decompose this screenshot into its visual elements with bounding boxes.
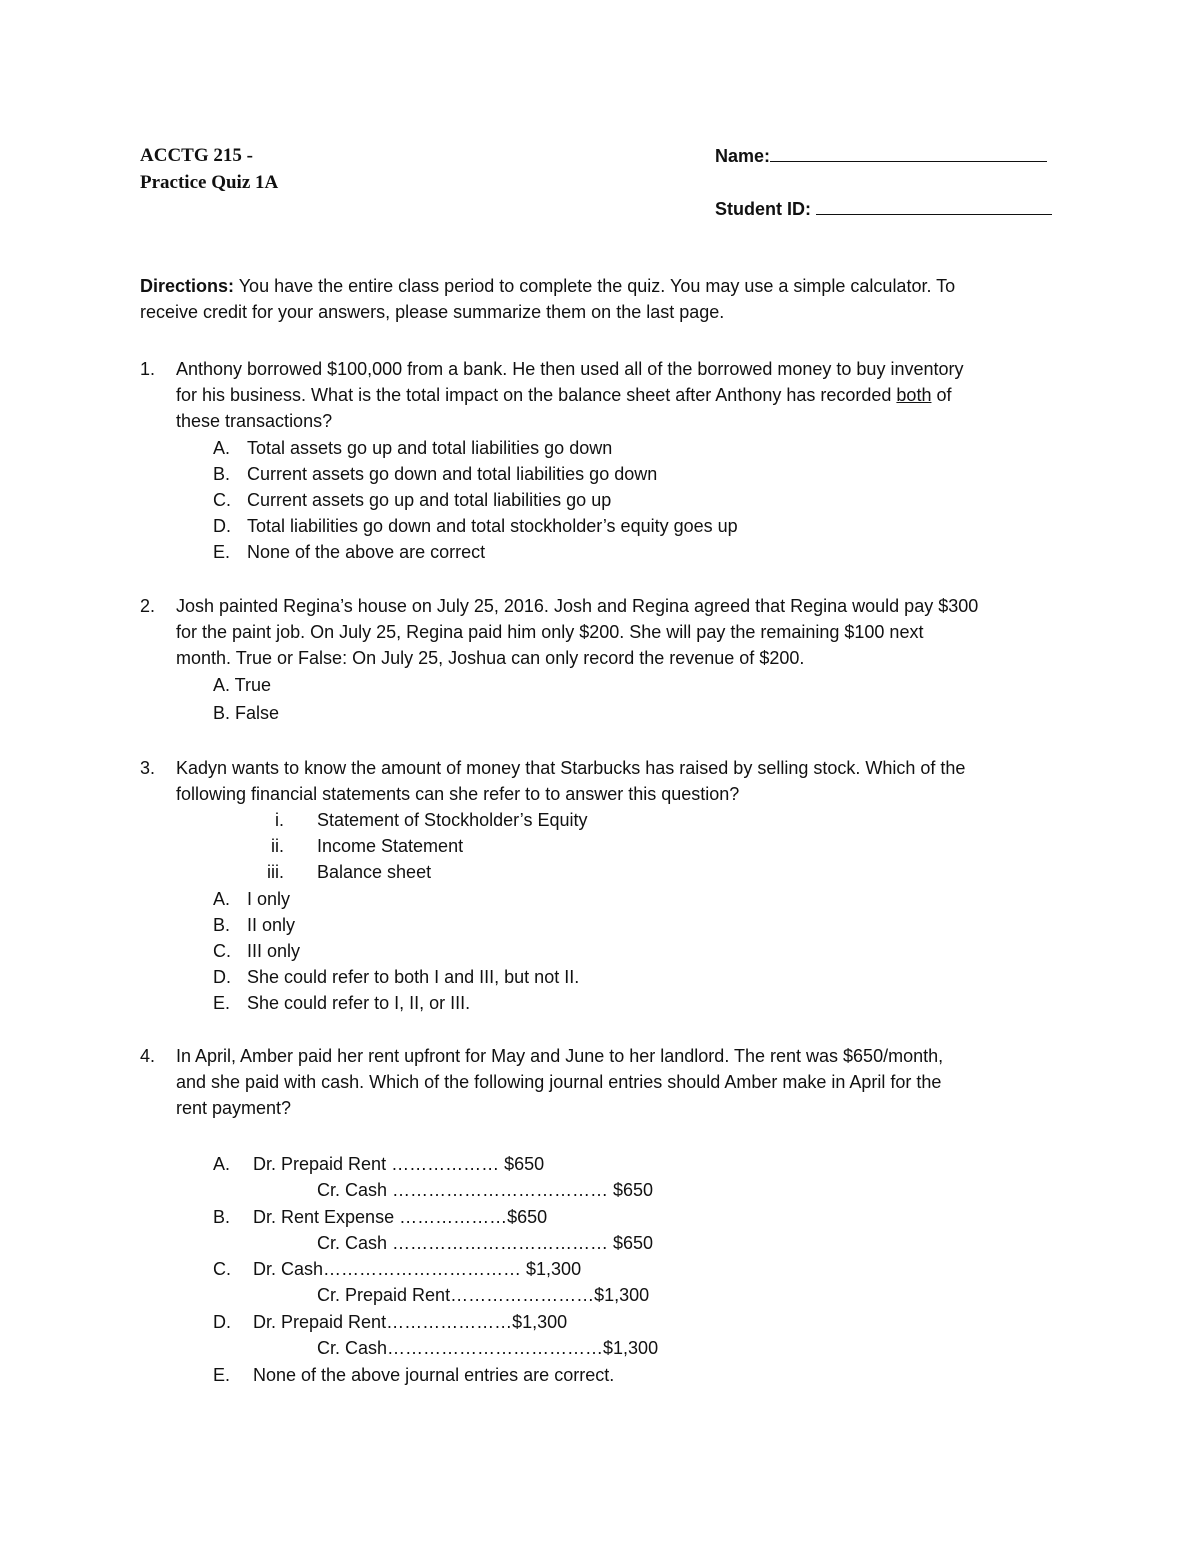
q4-line-1: In April, Amber paid her rent upfront for May and June to her landlord. The rent was $650/month, xyxy=(176,1046,944,1066)
q4-option-b-credit[interactable]: Cr. Cash ……………………………… $650 xyxy=(317,1233,654,1253)
q3-line-1: Kadyn wants to know the amount of money that Starbucks has raised by selling stock. Which of the xyxy=(176,758,966,778)
q2-option-b[interactable]: B. False xyxy=(213,703,280,723)
course-title: ACCTG 215 - xyxy=(140,145,253,166)
name-blank[interactable] xyxy=(770,143,1047,162)
q1-number: 1. xyxy=(140,359,156,379)
q3-option-a-letter[interactable]: A. xyxy=(213,889,231,909)
q4-option-c-debit[interactable]: Dr. Cash…………………………… $1,300 xyxy=(253,1259,582,1279)
q1-line-3: these transactions? xyxy=(176,411,333,431)
q3-statement-iii: Balance sheet xyxy=(317,862,432,882)
q1-option-b[interactable]: Current assets go down and total liabilities go down xyxy=(247,464,658,484)
q3-line-2: following financial statements can she refer to to answer this question? xyxy=(176,784,740,804)
directions-line-2: receive credit for your answers, please summarize them on the last page. xyxy=(140,302,725,322)
q1-emphasis: both xyxy=(896,385,932,405)
q3-option-c-letter[interactable]: C. xyxy=(213,941,231,961)
q1-option-e[interactable]: None of the above are correct xyxy=(247,542,486,562)
student-id-blank[interactable] xyxy=(816,196,1052,215)
q4-option-d-letter[interactable]: D. xyxy=(213,1312,231,1332)
q3-option-e[interactable]: She could refer to I, II, or III. xyxy=(247,993,471,1013)
q4-option-a-debit[interactable]: Dr. Prepaid Rent ……………… $650 xyxy=(253,1154,545,1174)
q1-line-2: for his business. What is the total impact on the balance sheet after Anthony has recorded both of xyxy=(176,385,952,405)
q4-option-b-letter[interactable]: B. xyxy=(213,1207,231,1227)
q4-line-2: and she paid with cash. Which of the following journal entries should Amber make in April for the xyxy=(176,1072,942,1092)
q4-option-c-letter[interactable]: C. xyxy=(213,1259,231,1279)
q3-option-d[interactable]: She could refer to both I and III, but not II. xyxy=(247,967,580,987)
q4-number: 4. xyxy=(140,1046,156,1066)
q1-line-1: Anthony borrowed $100,000 from a bank. He then used all of the borrowed money to buy inventory xyxy=(176,359,964,379)
q1-option-d-letter[interactable]: D. xyxy=(213,516,231,536)
q4-option-e[interactable]: None of the above journal entries are correct. xyxy=(253,1365,615,1385)
q3-roman-iii: iii. xyxy=(267,862,284,882)
q2-line-1: Josh painted Regina’s house on July 25, 2016. Josh and Regina agreed that Regina would pay $300 xyxy=(176,596,979,616)
q2-line-3: month. True or False: On July 25, Joshua can only record the revenue of $200. xyxy=(176,648,805,668)
q4-option-e-letter[interactable]: E. xyxy=(213,1365,231,1385)
q4-option-c-credit[interactable]: Cr. Prepaid Rent……………………$1,300 xyxy=(317,1285,650,1305)
q4-line-3: rent payment? xyxy=(176,1098,292,1118)
q3-roman-i: i. xyxy=(275,810,284,830)
directions-label: Directions: xyxy=(140,276,235,296)
name-label: Name: xyxy=(715,146,771,166)
q1-option-b-letter[interactable]: B. xyxy=(213,464,231,484)
q1-option-a-letter[interactable]: A. xyxy=(213,438,231,458)
directions-line-1: Directions: You have the entire class period to complete the quiz. You may use a simple calculator. To xyxy=(140,276,956,296)
q3-statement-ii: Income Statement xyxy=(317,836,464,856)
name-field-row xyxy=(715,143,1047,169)
q2-line-2: for the paint job. On July 25, Regina paid him only $200. She will pay the remaining $100 next xyxy=(176,622,924,642)
q3-number: 3. xyxy=(140,758,156,778)
q1-option-c[interactable]: Current assets go up and total liabilities go up xyxy=(247,490,612,510)
q4-option-d-credit[interactable]: Cr. Cash………………………………$1,300 xyxy=(317,1338,659,1358)
q1-option-a[interactable]: Total assets go up and total liabilities go down xyxy=(247,438,613,458)
student-id-label: Student ID: xyxy=(715,199,811,219)
q3-option-e-letter[interactable]: E. xyxy=(213,993,231,1013)
q2-option-a[interactable]: A. True xyxy=(213,675,272,695)
q4-option-d-debit[interactable]: Dr. Prepaid Rent…………………$1,300 xyxy=(253,1312,568,1332)
q4-option-a-letter[interactable]: A. xyxy=(213,1154,231,1174)
q3-option-a[interactable]: I only xyxy=(247,889,291,909)
quiz-title: Practice Quiz 1A xyxy=(140,172,279,193)
student-id-field-row xyxy=(715,196,1052,222)
q3-option-b-letter[interactable]: B. xyxy=(213,915,231,935)
q1-option-e-letter[interactable]: E. xyxy=(213,542,231,562)
q1-option-c-letter[interactable]: C. xyxy=(213,490,231,510)
q3-option-b[interactable]: II only xyxy=(247,915,296,935)
q3-statement-i: Statement of Stockholder’s Equity xyxy=(317,810,588,830)
q4-option-b-debit[interactable]: Dr. Rent Expense ………………$650 xyxy=(253,1207,548,1227)
q1-option-d[interactable]: Total liabilities go down and total stockholder’s equity goes up xyxy=(247,516,738,536)
q4-option-a-credit[interactable]: Cr. Cash ……………………………… $650 xyxy=(317,1180,654,1200)
q3-option-d-letter[interactable]: D. xyxy=(213,967,231,987)
q3-roman-ii: ii. xyxy=(271,836,284,856)
q3-option-c[interactable]: III only xyxy=(247,941,301,961)
q2-number: 2. xyxy=(140,596,156,616)
